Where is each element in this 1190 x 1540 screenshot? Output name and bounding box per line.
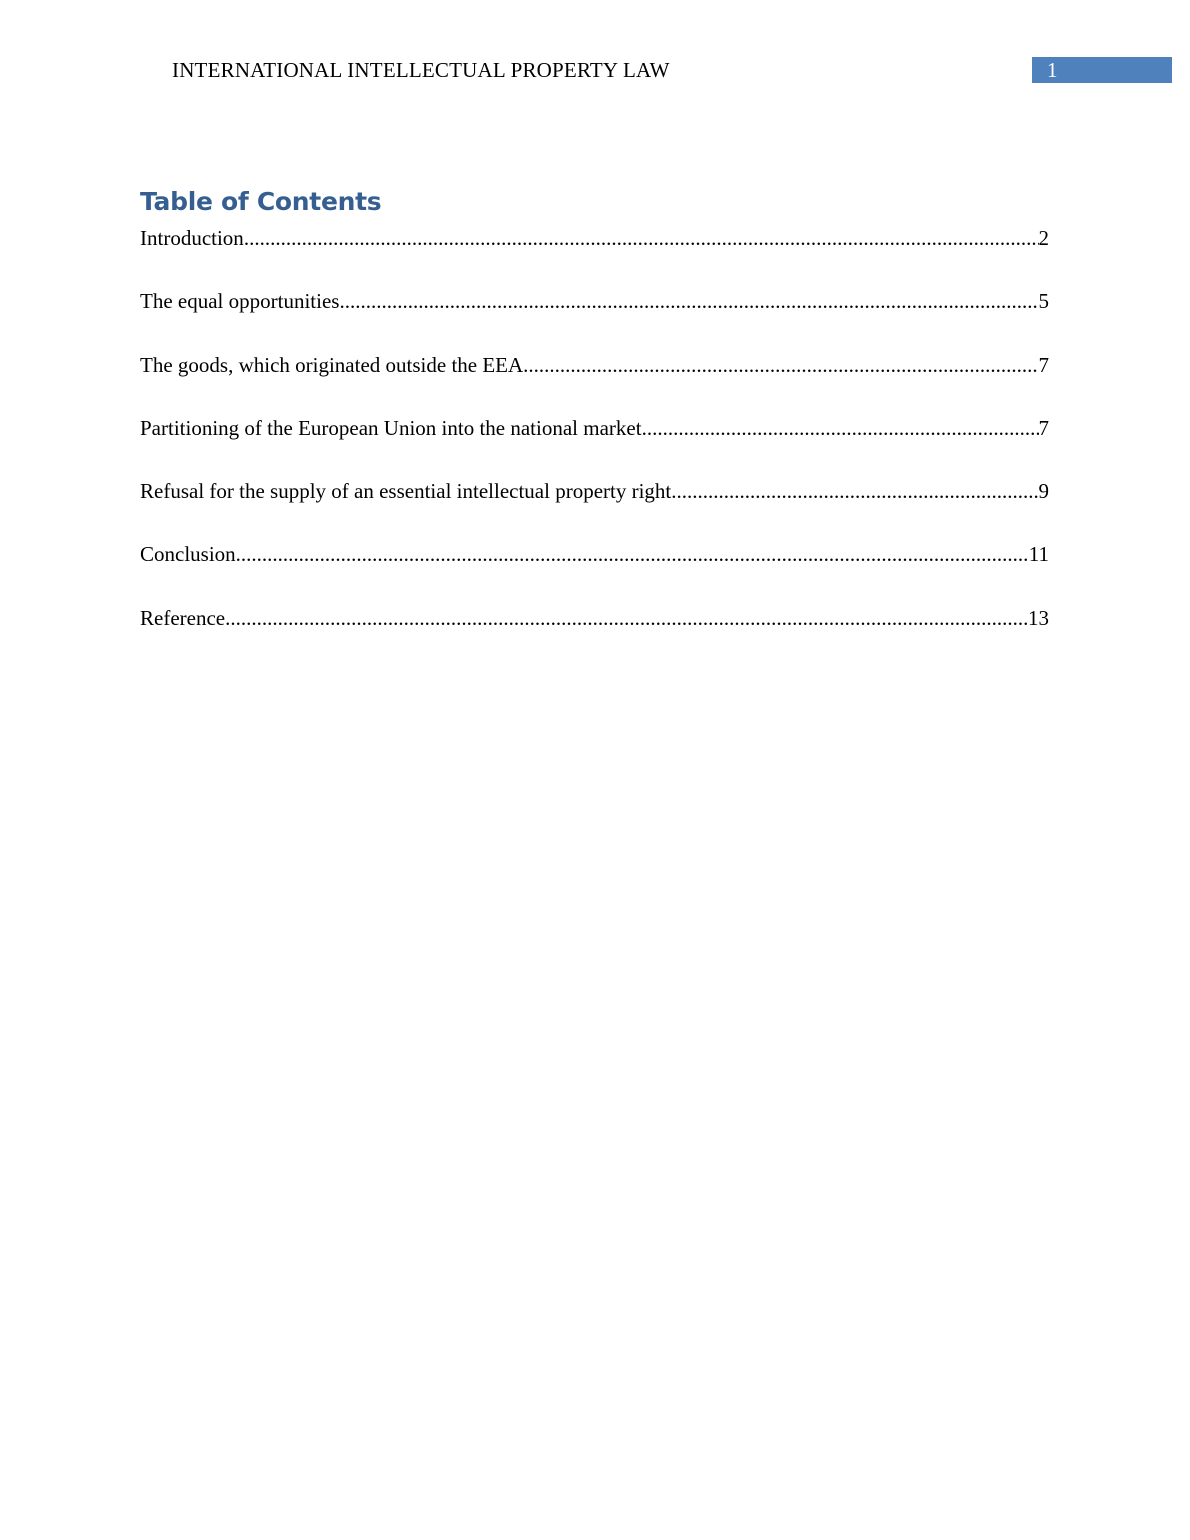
header-title: INTERNATIONAL INTELLECTUAL PROPERTY LAW: [172, 58, 670, 82]
toc-entry-label: Partitioning of the European Union into the national market: [140, 415, 642, 440]
toc-entry-page: 2: [1038, 226, 1049, 250]
toc-dot-leader: [642, 414, 1039, 442]
toc-entry-page: 9: [1038, 479, 1049, 504]
toc-entry-label: The equal opportunities: [140, 289, 340, 314]
toc-entry-label: Reference: [140, 605, 226, 630]
toc-entry-conclusion[interactable]: [140, 540, 1049, 603]
toc-entry-refusal-supply[interactable]: [140, 477, 1049, 540]
toc-entry-page: 7: [1038, 352, 1049, 377]
toc-entry-label: Introduction: [140, 226, 244, 250]
toc-entry-introduction[interactable]: [140, 224, 1049, 287]
toc-entry-reference[interactable]: [140, 604, 1049, 667]
toc-entry-equal-opportunities[interactable]: [140, 287, 1049, 350]
toc-heading: Table of Contents: [140, 187, 382, 216]
toc-dot-leader: [339, 287, 1038, 315]
toc-entry-goods-outside-eea[interactable]: [140, 351, 1049, 414]
table-of-contents: [140, 224, 1049, 667]
toc-entry-page: 11: [1028, 542, 1049, 567]
toc-entry-label: The goods, which originated outside the EEA: [140, 352, 524, 377]
page-header: [0, 0, 1190, 100]
toc-entry-page: 5: [1038, 289, 1049, 314]
toc-entry-page: 7: [1038, 415, 1049, 440]
toc-entry-label: Refusal for the supply of an essential intellectual property right: [140, 479, 672, 504]
toc-dot-leader: [236, 540, 1029, 568]
toc-dot-leader: [244, 224, 1039, 252]
toc-dot-leader: [523, 351, 1038, 379]
toc-dot-leader: [225, 604, 1028, 632]
toc-entry-partitioning-eu[interactable]: [140, 414, 1049, 477]
toc-entry-label: Conclusion: [140, 542, 236, 567]
toc-entry-page: 13: [1028, 605, 1049, 630]
page-number: 1: [1047, 58, 1058, 82]
toc-dot-leader: [671, 477, 1038, 505]
page-number-badge: [1032, 57, 1172, 83]
